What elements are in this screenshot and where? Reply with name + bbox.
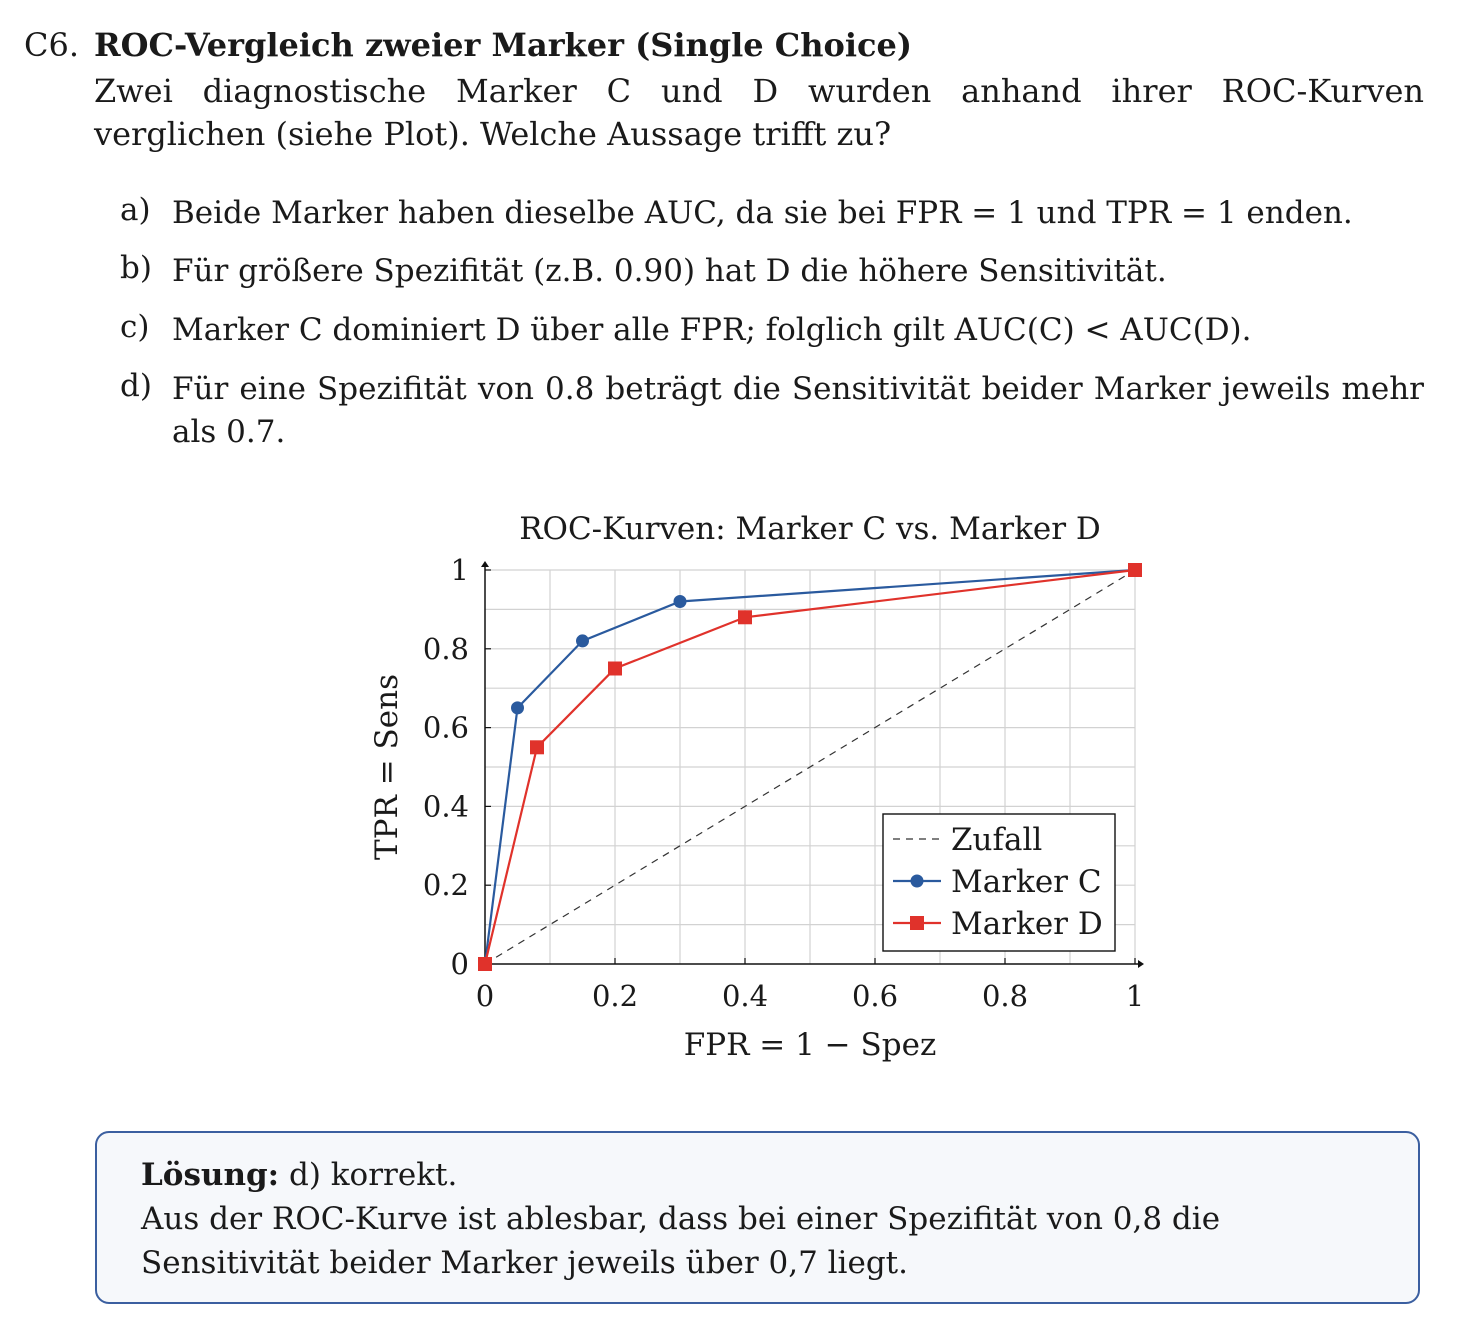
task-intro: Zwei diagnostische Marker C und D wurden anhand ihrer ROC-Kurven verglichen (siehe Plot). Welche Aussage trifft zu? [94,72,1424,153]
chart-title: ROC-Kurven: Marker C vs. Marker D [519,511,1101,547]
x-tick-label: 0.8 [981,979,1029,1013]
solution-verdict: d) korrekt. [279,1157,458,1193]
data-point-marker-d [530,740,544,754]
y-tick-label: 1 [450,553,469,587]
y-tick-label: 0.2 [422,868,469,903]
option-a-label: a) [120,192,151,228]
y-tick-label: 0.6 [422,710,469,745]
data-point-marker-d [478,957,492,971]
data-point-marker-d [1128,563,1142,577]
legend-label-marker-d: Marker D [951,906,1103,942]
solution-text [141,1153,1391,1285]
legend-label-marker-c: Marker C [951,864,1102,900]
x-axis-label: FPR = 1 − Spez [683,1027,937,1063]
task-number: C6. [24,26,80,64]
option-a-text: Beide Marker haben dieselbe AUC, da sie bei FPR = 1 und TPR = 1 enden. [172,195,1353,231]
option-c-label: c) [120,309,150,345]
option-b-label: b) [120,250,152,286]
x-tick-label: 0.2 [591,979,639,1013]
solution-box [95,1131,1420,1304]
data-point-marker-c [674,595,687,608]
solution-heading: Lösung: [141,1157,280,1193]
data-point-marker-c [511,701,524,714]
y-tick-label: 0.4 [422,789,469,824]
option-d-text: Für eine Spezifität von 0.8 beträgt die Sensitivität beider Marker jeweils mehr als 0.7. [172,371,1424,450]
x-tick-label: 0.6 [851,979,899,1013]
option-b-text: Für größere Spezifität (z.B. 0.90) hat D die höhere Sensitivität. [172,253,1167,289]
x-tick-label: 1 [1125,979,1145,1013]
option-c-text: Marker C dominiert D über alle FPR; folglich gilt AUC(C) < AUC(D). [172,312,1252,348]
x-axis-arrow [1138,960,1144,968]
data-point-marker-c [576,634,589,647]
data-point-marker-d [608,662,622,676]
data-point-marker-d [738,610,752,624]
chart-legend [883,814,1115,951]
solution-explanation: Aus der ROC-Kurve ist ablesbar, dass bei einer Spezifität von 0,8 die Sensitivität beider Marker jeweils über 0,7 liegt. [141,1201,1221,1281]
option-d-label: d) [120,368,152,404]
y-axis-arrow [481,561,489,567]
legend-marker-marker-c [911,875,924,888]
x-tick-label: 0.4 [721,979,769,1013]
y-tick-label: 0 [450,947,469,981]
task-title: ROC-Vergleich zweier Marker (Single Choice) [94,26,912,64]
legend-label-zufall: Zufall [951,822,1043,858]
legend-marker-marker-d [910,916,924,930]
y-axis-label: TPR = Sens [369,673,405,861]
x-tick-label: 0 [475,979,495,1013]
y-tick-label: 0.8 [422,631,469,666]
